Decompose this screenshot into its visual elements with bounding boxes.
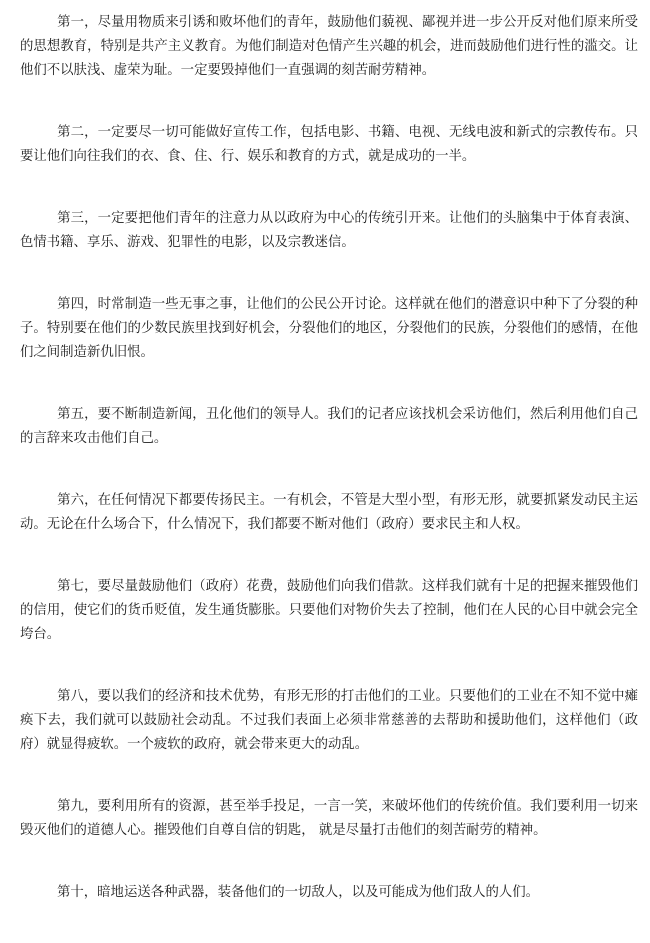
paragraph-6 <box>20 489 638 537</box>
paragraph-3 <box>20 207 638 255</box>
paragraph-text: 第八，要以我们的经济和技术优势，有形无形的打击他们的工业。只要他们的工业在不知不觉中瘫痪下去，我们就可以鼓励社会动乱。不过我们表面上必须非常慈善的去帮助和援助他们，这样他们（政府）就显得疲软。一个疲软的政府，就会带来更大的动乱。 <box>20 689 638 752</box>
paragraph-10 <box>20 881 638 905</box>
paragraph-text: 第二，一定要尽一切可能做好宣传工作，包括电影、书籍、电视、无线电波和新式的宗教传布。只要让他们向往我们的衣、食、住、行、娱乐和教育的方式，就是成功的一半。 <box>20 125 638 164</box>
document-body <box>20 11 638 943</box>
paragraph-text: 第五，要不断制造新闻，丑化他们的领导人。我们的记者应该找机会采访他们，然后利用他们自己的言辞来攻击他们自己。 <box>20 407 638 446</box>
paragraph-7 <box>20 575 638 647</box>
paragraph-8 <box>20 685 638 757</box>
paragraph-9 <box>20 795 638 843</box>
paragraph-text: 第四，时常制造一些无事之事，让他们的公民公开讨论。这样就在他们的潜意识中种下了分裂的种子。特别要在他们的少数民族里找到好机会，分裂他们的地区，分裂他们的民族，分裂他们的感情，在他们之间制造新仇旧恨。 <box>20 297 638 360</box>
paragraph-text: 第十，暗地运送各种武器，装备他们的一切敌人，以及可能成为他们敌人的人们。 <box>57 885 540 900</box>
paragraph-5 <box>20 403 638 451</box>
paragraph-text: 第七，要尽量鼓励他们（政府）花费，鼓励他们向我们借款。这样我们就有十足的把握来摧毁他们的信用，使它们的货币贬值，发生通货膨胀。只要他们对物价失去了控制，他们在人民的心目中就会完全垮台。 <box>20 579 638 642</box>
paragraph-text: 第一，尽量用物质来引诱和败坏他们的青年，鼓励他们藐视、鄙视并进一步公开反对他们原来所受的思想教育，特别是共产主义教育。为他们制造对色情产生兴趣的机会，进而鼓励他们进行性的滥交。让他们不以肤浅、虚荣为耻。一定要毁掉他们一直强调的刻苦耐劳精神。 <box>20 15 638 78</box>
paragraph-2 <box>20 121 638 169</box>
paragraph-4 <box>20 293 638 365</box>
paragraph-text: 第三，一定要把他们青年的注意力从以政府为中心的传统引开来。让他们的头脑集中于体育表演、色情书籍、享乐、游戏、犯罪性的电影，以及宗教迷信。 <box>20 211 638 250</box>
paragraph-text: 第九，要利用所有的资源，甚至举手投足，一言一笑，来破坏他们的传统价值。我们要利用一切来毁灭他们的道德人心。摧毁他们自尊自信的钥匙， 就是尽量打击他们的刻苦耐劳的精神。 <box>20 799 638 838</box>
paragraph-1 <box>20 11 638 83</box>
paragraph-text: 第六，在任何情况下都要传扬民主。一有机会，不管是大型小型，有形无形，就要抓紧发动民主运动。无论在什么场合下，什么情况下，我们都要不断对他们（政府）要求民主和人权。 <box>20 493 638 532</box>
